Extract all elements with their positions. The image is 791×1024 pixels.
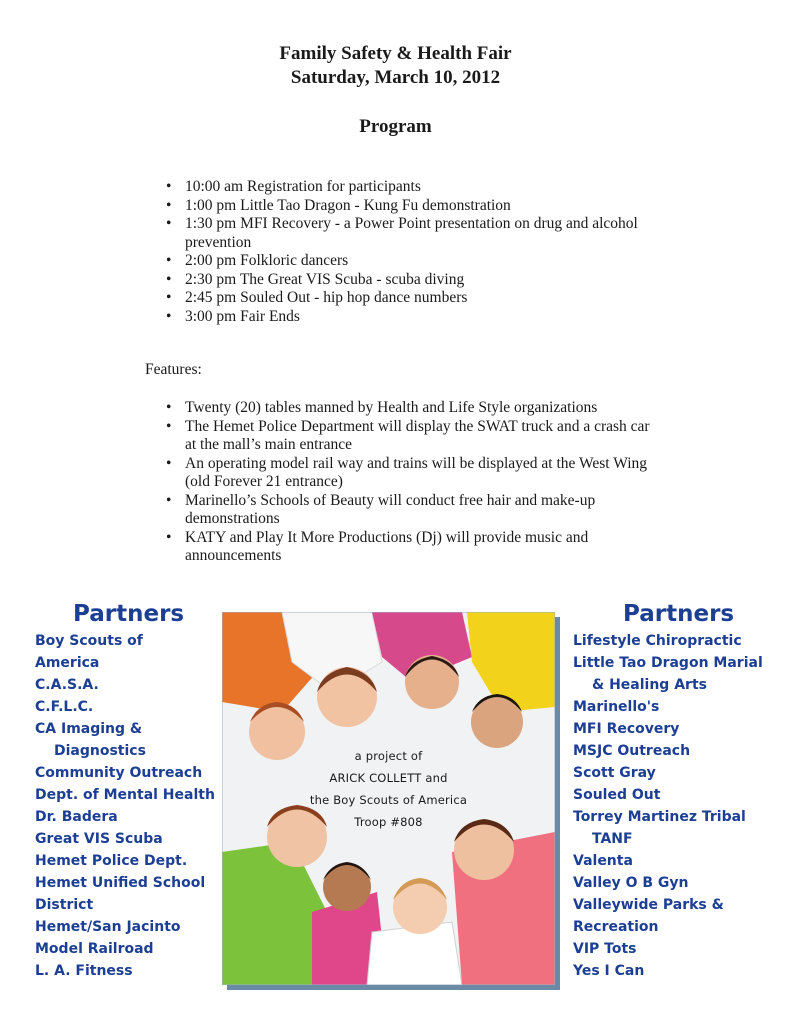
children-photo	[222, 612, 555, 985]
program-item: • 1:00 pm Little Tao Dragon - Kung Fu demonstration	[162, 197, 662, 216]
event-date: Saturday, March 10, 2012	[290, 67, 501, 88]
photo-caption	[222, 745, 555, 833]
partner-line: Boy Scouts of	[35, 633, 143, 649]
partner-line: Dept. of Mental Health	[35, 787, 215, 803]
feature-item: • An operating model rail way and trains will be displayed at the West Wing (old Forever 21 entrance)	[162, 455, 662, 492]
partner-line: & Healing Arts	[592, 677, 707, 693]
partner-line: L. A. Fitness	[35, 963, 133, 979]
partner-line: CA Imaging &	[35, 721, 143, 737]
partner-line: Recreation	[573, 919, 659, 935]
partner-line: Valley O B Gyn	[573, 875, 689, 891]
partner-line: TANF	[592, 831, 633, 847]
caption-line: Troop #808	[354, 815, 423, 829]
feature-item: • The Hemet Police Department will display the SWAT truck and a crash car at the mall’s main entrance	[162, 418, 662, 455]
partners-right-heading: Partners	[623, 601, 735, 627]
partner-line: Model Railroad	[35, 941, 154, 957]
program-item: • 2:45 pm Souled Out - hip hop dance numbers	[162, 289, 662, 308]
partner-line: District	[35, 897, 94, 913]
program-heading: Program	[359, 116, 432, 137]
program-item: • 10:00 am Registration for participants	[162, 178, 662, 197]
features-label: Features:	[145, 361, 202, 378]
partners-left-list	[35, 630, 215, 982]
event-title-line1: Family Safety & Health Fair	[279, 43, 512, 64]
partner-line: Little Tao Dragon Marial	[573, 655, 763, 671]
features-list	[162, 399, 662, 566]
event-title	[0, 42, 791, 90]
feature-item: • Twenty (20) tables manned by Health and Life Style organizations	[162, 399, 662, 418]
partner-line: Valenta	[573, 853, 633, 869]
partner-line: America	[35, 655, 100, 671]
partner-line: MSJC Outreach	[573, 743, 691, 759]
partner-line: Marinello's	[573, 699, 660, 715]
program-list	[162, 178, 662, 326]
partner-line: Hemet Police Dept.	[35, 853, 188, 869]
partner-line: Community Outreach	[35, 765, 203, 781]
program-item: • 2:30 pm The Great VIS Scuba - scuba diving	[162, 271, 662, 290]
partner-line: VIP Tots	[573, 941, 637, 957]
partners-left-heading: Partners	[73, 601, 185, 627]
partner-line: Hemet/San Jacinto	[35, 919, 181, 935]
caption-line: ARICK COLLETT and	[329, 771, 448, 785]
partners-right-list	[573, 630, 763, 982]
partner-line: Hemet Unified School	[35, 875, 206, 891]
feature-item: • KATY and Play It More Productions (Dj) will provide music and announcements	[162, 529, 662, 566]
caption-line: a project of	[354, 749, 423, 763]
partner-line: C.F.L.C.	[35, 699, 94, 715]
partner-line: Great VIS Scuba	[35, 831, 163, 847]
partner-line: Diagnostics	[54, 743, 146, 759]
program-item: • 3:00 pm Fair Ends	[162, 308, 662, 327]
partner-line: Torrey Martinez Tribal	[573, 809, 746, 825]
partner-line: C.A.S.A.	[35, 677, 99, 693]
partner-line: Lifestyle Chiropractic	[573, 633, 742, 649]
partner-line: Valleywide Parks &	[573, 897, 724, 913]
partner-line: Scott Gray	[573, 765, 656, 781]
partner-line: Yes I Can	[573, 963, 645, 979]
program-item: • 2:00 pm Folkloric dancers	[162, 252, 662, 271]
partner-line: MFI Recovery	[573, 721, 680, 737]
program-item: • 1:30 pm MFI Recovery - a Power Point presentation on drug and alcohol prevention	[162, 215, 662, 252]
partner-line: Dr. Badera	[35, 809, 118, 825]
feature-item: • Marinello’s Schools of Beauty will conduct free hair and make-up demonstrations	[162, 492, 662, 529]
partner-line: Souled Out	[573, 787, 661, 803]
caption-line: the Boy Scouts of America	[309, 793, 468, 807]
